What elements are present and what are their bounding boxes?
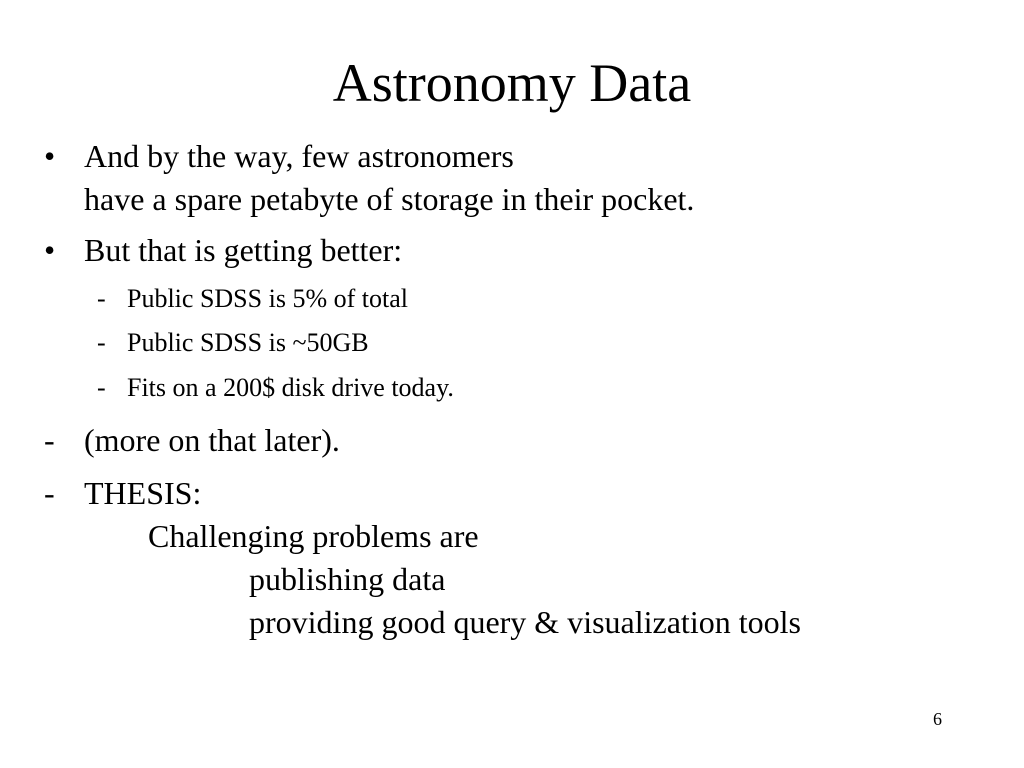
bullet-text-continuation: have a spare petabyte of storage in their pocket. (84, 181, 695, 217)
bullet-text: But that is getting better: (84, 232, 403, 268)
dash-marker: - (44, 475, 55, 511)
bullet-text: (more on that later). (84, 422, 340, 458)
page-number: 6 (933, 709, 942, 729)
bullet-text: And by the way, few astronomers (84, 138, 514, 174)
bullet-marker: • (44, 232, 56, 268)
dash-marker: - (44, 422, 55, 458)
sub-bullet-marker: - (97, 328, 106, 357)
bullet-text: THESIS: (84, 475, 202, 511)
sub-bullet-text: Public SDSS is 5% of total (127, 284, 408, 313)
sub-bullet-text: Public SDSS is ~50GB (127, 328, 369, 357)
thesis-subline: providing good query & visualization tools (249, 604, 801, 640)
sub-bullet-marker: - (97, 284, 106, 313)
thesis-line: Challenging problems are (148, 518, 479, 554)
slide-title: Astronomy Data (332, 53, 692, 113)
thesis-subline: publishing data (249, 561, 446, 597)
bullet-marker: • (44, 138, 56, 174)
sub-bullet-text: Fits on a 200$ disk drive today. (127, 373, 454, 402)
sub-bullet-marker: - (97, 373, 106, 402)
